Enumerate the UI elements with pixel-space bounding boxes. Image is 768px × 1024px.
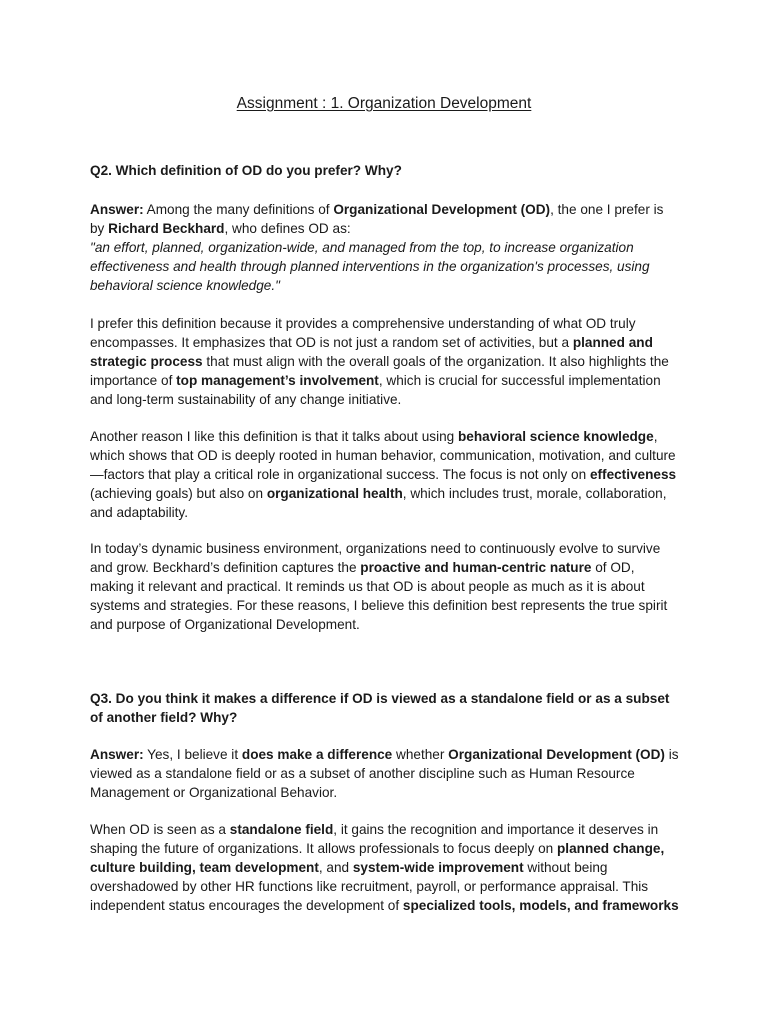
text-span: , the one I prefer is by [90,202,664,236]
bold-term: standalone field [229,822,334,837]
text-span: In today’s dynamic business environment, organizations need to continuously evolve to survive and grow. Beckhard’s definition captures the [90,541,661,575]
text-span: , which shows that OD is deeply rooted in human behavior, communication, motivation, and culture—factors that play a critical role in organizational success. The focus is not only on [90,429,676,482]
bold-term: specialized tools, models, and frameworks [402,898,679,913]
bold-term: proactive and human-centric nature [360,560,592,575]
bold-term: planned change, culture building, team development [90,841,665,875]
text-span: Yes, I believe it [143,747,242,762]
answer-label: Answer: [90,747,144,762]
bold-term: behavioral science knowledge [458,429,654,444]
text-span: , which is crucial for successful implementation and long-term sustainability of any change initiative. [90,373,661,407]
question-q2: Q2. Which definition of OD do you prefer? Why? [90,163,402,178]
text-span: whether [392,747,449,762]
bold-term: system-wide improvement [352,860,524,875]
q2-paragraph-4 [90,539,680,634]
q3-paragraph-2 [90,820,680,915]
text-span: When OD is seen as a [90,822,230,837]
bold-term: Richard Beckhard [108,221,225,236]
bold-term: organizational health [266,486,403,501]
text-span: is viewed as a standalone field or as a subset of another discipline such as Human Resource Management or Organizational Behavior. [90,747,679,800]
bold-term: does make a difference [241,747,393,762]
text-span: (achieving goals) but also on [90,486,267,501]
text-span: of OD, making it relevant and practical. It reminds us that OD is about people as much as it is about systems and strategies. For these reasons, I believe this definition best represents the true spirit and purpose of Organizational Development. [90,560,668,632]
definition-quote: "an effort, planned, organization-wide, and managed from the top, to increase organization effectiveness and health through planned interventions in the organization's processes, using behavioral science knowledge." [90,240,650,293]
text-span: without being overshadowed by other HR functions like recruitment, payroll, or performance appraisal. This independent status encourages the development of [90,860,649,913]
text-span: , which includes trust, morale, collaboration, and adaptability. [90,486,667,520]
bold-term: planned and strategic process [90,335,653,369]
bold-term: Organizational Development (OD) [448,747,665,762]
text-span: , it gains the recognition and importance it deserves in shaping the future of organizations. It allows professionals to focus deeply on [90,822,659,856]
text-span: , and [318,860,353,875]
bold-term: top management’s involvement [176,373,379,388]
q3-answer-paragraph [90,745,680,802]
bold-term: Organizational Development (OD) [333,202,551,217]
q2-paragraph-2 [90,314,680,409]
text-span: Another reason I like this definition is that it talks about using [90,429,458,444]
q2-answer-paragraph [90,200,680,295]
text-span: , who defines OD as: [224,221,351,236]
text-span: Among the many definitions of [143,202,334,217]
q2-paragraph-3 [90,427,680,522]
page-title: Assignment : 1. Organization Development [236,95,532,112]
question-q3: Q3. Do you think it makes a difference if OD is viewed as a standalone field or as a subset of another field? Why? [90,691,670,725]
text-span: that must align with the overall goals of the organization. It also highlights the importance of [90,354,669,388]
bold-term: effectiveness [589,467,677,482]
text-span: I prefer this definition because it provides a comprehensive understanding of what OD truly encompasses. It emphasizes that OD is not just a random set of activities, but a [90,316,636,350]
answer-label: Answer: [90,202,144,217]
